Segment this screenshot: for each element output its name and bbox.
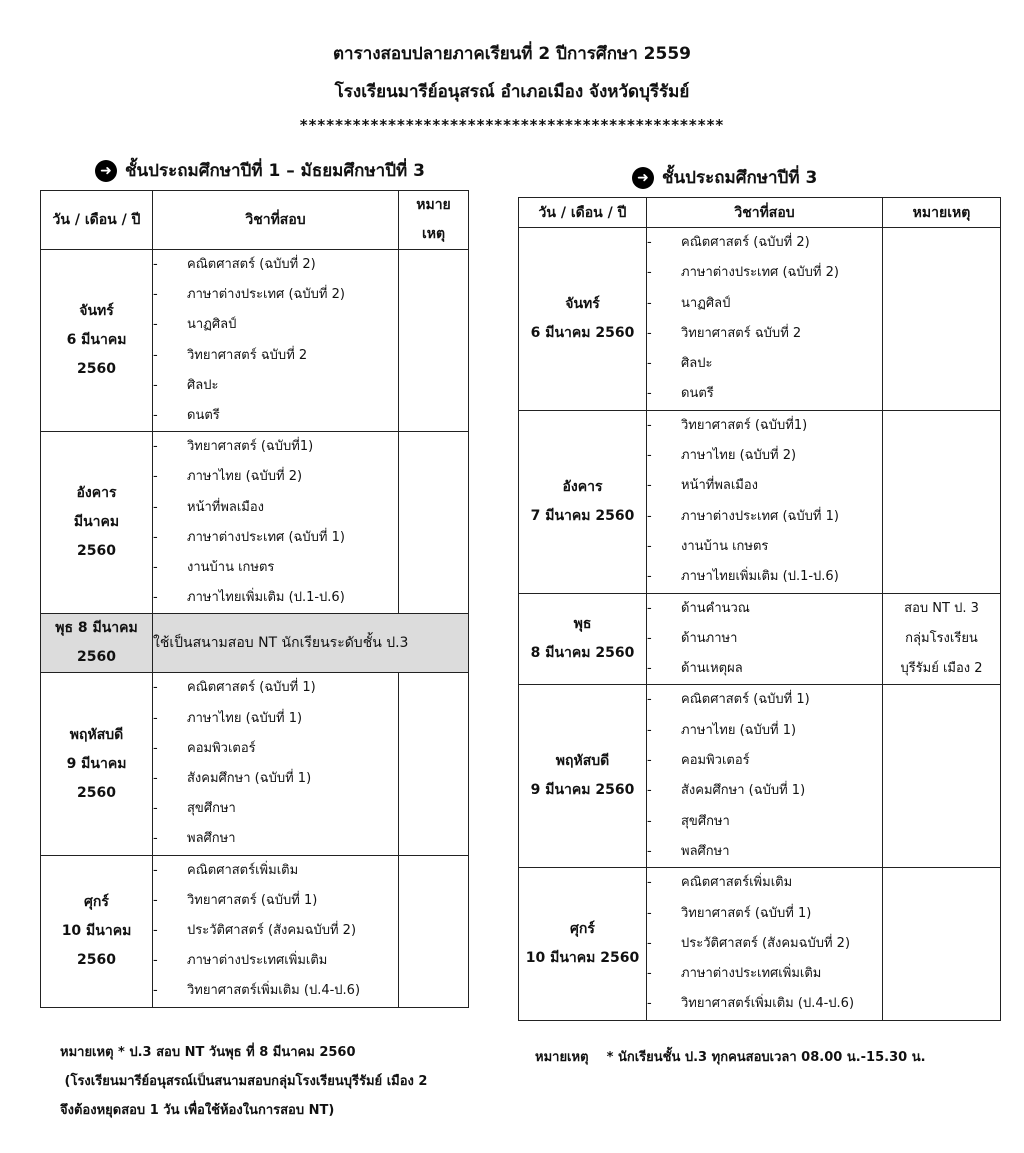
nt-date-cell xyxy=(41,614,153,673)
right-schedule-table xyxy=(518,197,1001,1021)
subject-item: - ด้านเหตุผล xyxy=(647,654,882,684)
day-column-header: วัน / เดือน / ปี xyxy=(41,191,153,250)
subject-list-cell xyxy=(647,593,883,685)
subject-item: - ประวัติศาสตร์ (สังคมฉบับที่ 2) xyxy=(647,929,882,959)
table-row xyxy=(519,685,1001,868)
subject-item: - ภาษาต่างประเทศ (ฉบับที่ 2) xyxy=(153,280,398,310)
exam-date-line: 6 มีนาคม 2560 xyxy=(530,324,635,341)
subject-item: - ภาษาไทย (ฉบับที่ 1) xyxy=(153,704,398,734)
left-schedule-table xyxy=(40,190,469,1008)
note-column-header: หมายเหตุ xyxy=(883,198,1001,228)
exam-date-cell xyxy=(519,228,647,411)
note-cell xyxy=(883,228,1001,411)
table-row xyxy=(519,593,1001,685)
note-line: กลุ่มโรงเรียน xyxy=(905,631,978,646)
subject-item: - วิทยาศาสตร์ (ฉบับที่ 1) xyxy=(153,886,398,916)
left-section-heading xyxy=(95,157,425,184)
exam-date-line: 9 มีนาคม 2560 xyxy=(530,782,635,799)
exam-date-line: อังคาร xyxy=(562,478,603,495)
exam-date-line: ศุกร์ xyxy=(570,920,595,937)
note-cell xyxy=(399,673,469,855)
table-header-row xyxy=(41,191,469,250)
subject-item: - คณิตศาสตร์ (ฉบับที่ 2) xyxy=(153,250,398,280)
note-cell xyxy=(399,250,469,432)
exam-date-cell xyxy=(519,868,647,1020)
school-name: โรงเรียนมารีย์อนุสรณ์ อำเภอเมือง จังหวัดบุรีรัมย์ xyxy=(334,82,690,102)
table-header-row xyxy=(519,198,1001,228)
subject-item: - หน้าที่พลเมือง xyxy=(647,471,882,501)
subject-item: - งานบ้าน เกษตร xyxy=(647,532,882,562)
subject-item: - วิทยาศาสตร์ (ฉบับที่ 1) xyxy=(647,899,882,929)
nt-exam-row xyxy=(41,614,469,673)
asterisk-divider: ************************************************ xyxy=(299,116,725,134)
exam-date-line: มีนาคม xyxy=(73,514,120,531)
subject-item: - คณิตศาสตร์ (ฉบับที่ 1) xyxy=(153,673,398,703)
subject-item: - ศิลปะ xyxy=(153,371,398,401)
subject-item: - วิทยาศาสตร์ (ฉบับที่1) xyxy=(647,411,882,441)
subject-item: - ภาษาต่างประเทศเพิ่มเติม xyxy=(647,959,882,989)
subject-item: - คณิตศาสตร์ (ฉบับที่ 2) xyxy=(647,228,882,258)
subject-item: - ด้านภาษา xyxy=(647,624,882,654)
left-heading-text: ชั้นประถมศึกษาปีที่ 1 – มัธยมศึกษาปีที่ 3 xyxy=(125,161,425,181)
exam-date-line: 9 มีนาคม xyxy=(66,755,127,772)
subject-item: - สุขศึกษา xyxy=(153,794,398,824)
subject-item: - คณิตศาสตร์ (ฉบับที่ 1) xyxy=(647,685,882,715)
table-row xyxy=(41,432,469,614)
subject-item: - ดนตรี xyxy=(153,401,398,431)
table-row xyxy=(519,410,1001,593)
schedule-title: ตารางสอบปลายภาคเรียนที่ 2 ปีการศึกษา 2559 xyxy=(332,44,691,64)
exam-date-line: 2560 xyxy=(77,361,116,378)
subject-item: - ภาษาไทย (ฉบับที่ 1) xyxy=(647,716,882,746)
note-cell xyxy=(883,593,1001,685)
subject-list-cell xyxy=(153,673,399,855)
subject-list-cell xyxy=(647,868,883,1020)
subject-item: - สังคมศึกษา (ฉบับที่ 1) xyxy=(153,764,398,794)
subject-item: - หน้าที่พลเมือง xyxy=(153,493,398,523)
exam-date-cell xyxy=(41,855,153,1007)
subject-column-header: วิชาที่สอบ xyxy=(647,198,883,228)
exam-date-line: พุธ xyxy=(573,616,592,632)
exam-date-line: 10 มีนาคม xyxy=(61,922,132,939)
arrow-right-icon: ➜ xyxy=(95,160,117,182)
footnote-line: จึงต้องหยุดสอบ 1 วัน เพื่อใช้ห้องในการสอบ NT) xyxy=(60,1103,335,1118)
subject-item: - งานบ้าน เกษตร xyxy=(153,553,398,583)
subject-item: - ภาษาต่างประเทศ (ฉบับที่ 1) xyxy=(647,502,882,532)
subject-column-header: วิชาที่สอบ xyxy=(153,191,399,250)
subject-item: - ภาษาไทยเพิ่มเติม (ป.1-ป.6) xyxy=(647,562,882,592)
subject-item: - คณิตศาสตร์เพิ่มเติม xyxy=(647,868,882,898)
right-heading-text: ชั้นประถมศึกษาปีที่ 3 xyxy=(662,168,818,188)
table-row xyxy=(519,868,1001,1020)
subject-list-cell xyxy=(647,228,883,411)
exam-date-line: พฤหัสบดี xyxy=(69,726,124,743)
subject-item: - ศิลปะ xyxy=(647,349,882,379)
nt-notice-cell: ใช้เป็นสนามสอบ NT นักเรียนระดับชั้น ป.3 xyxy=(153,614,469,673)
exam-date-line: พฤหัสบดี xyxy=(555,753,610,770)
right-footnote: หมายเหตุ * นักเรียนชั้น ป.3 ทุกคนสอบเวลา 08.00 น.-15.30 น. xyxy=(535,1050,926,1065)
subject-item: - ดนตรี xyxy=(647,379,882,409)
exam-date-line: 2560 xyxy=(77,951,116,968)
subject-item: - ประวัติศาสตร์ (สังคมฉบับที่ 2) xyxy=(153,916,398,946)
subject-item: - นาฏศิลป์ xyxy=(647,289,882,319)
note-line: บุรีรัมย์ เมือง 2 xyxy=(900,661,983,676)
exam-date-line: พุธ 8 มีนาคม xyxy=(55,620,138,637)
note-column-header: หมาย เหตุ xyxy=(399,191,469,250)
subject-item: - ภาษาต่างประเทศเพิ่มเติม xyxy=(153,946,398,976)
exam-date-line: 10 มีนาคม 2560 xyxy=(525,949,640,966)
subject-item: - วิทยาศาสตร์ ฉบับที่ 2 xyxy=(647,319,882,349)
exam-date-line: 2560 xyxy=(77,649,116,666)
note-cell xyxy=(883,685,1001,868)
subject-item: - ภาษาไทย (ฉบับที่ 2) xyxy=(153,462,398,492)
exam-date-line: 8 มีนาคม 2560 xyxy=(530,645,635,661)
subject-item: - ภาษาไทยเพิ่มเติม (ป.1-ป.6) xyxy=(153,583,398,613)
subject-item: - วิทยาศาสตร์เพิ่มเติม (ป.4-ป.6) xyxy=(647,989,882,1019)
right-section-heading xyxy=(632,164,817,191)
table-row xyxy=(41,250,469,432)
exam-date-cell xyxy=(41,673,153,855)
table-row xyxy=(519,228,1001,411)
exam-date-line: ศุกร์ xyxy=(84,893,109,910)
exam-date-cell xyxy=(519,410,647,593)
exam-date-cell xyxy=(519,685,647,868)
subject-list-cell xyxy=(153,432,399,614)
exam-date-line: 2560 xyxy=(77,784,116,801)
subject-item: - พลศึกษา xyxy=(647,837,882,867)
subject-list-cell xyxy=(647,685,883,868)
exam-date-line: 6 มีนาคม xyxy=(66,332,127,349)
exam-date-line: 2560 xyxy=(77,543,116,560)
subject-item: - ด้านคำนวณ xyxy=(647,594,882,624)
subject-item: - วิทยาศาสตร์ ฉบับที่ 2 xyxy=(153,341,398,371)
subject-item: - คอมพิวเตอร์ xyxy=(647,746,882,776)
footnote-line: หมายเหตุ * ป.3 สอบ NT วันพุธ ที่ 8 มีนาคม 2560 xyxy=(60,1045,356,1060)
subject-item: - สังคมศึกษา (ฉบับที่ 1) xyxy=(647,776,882,806)
exam-date-line: จันทร์ xyxy=(565,295,600,312)
subject-item: - ภาษาต่างประเทศ (ฉบับที่ 2) xyxy=(647,258,882,288)
subject-item: - สุขศึกษา xyxy=(647,807,882,837)
subject-item: - พลศึกษา xyxy=(153,824,398,854)
subject-item: - วิทยาศาสตร์เพิ่มเติม (ป.4-ป.6) xyxy=(153,976,398,1006)
exam-date-line: อังคาร xyxy=(76,485,117,502)
subject-item: - คอมพิวเตอร์ xyxy=(153,734,398,764)
exam-date-line: จันทร์ xyxy=(79,303,114,320)
subject-list-cell xyxy=(153,855,399,1007)
exam-date-cell xyxy=(519,593,647,685)
day-column-header: วัน / เดือน / ปี xyxy=(519,198,647,228)
footnote-line: (โรงเรียนมารีย์อนุสรณ์เป็นสนามสอบกลุ่มโรงเรียนบุรีรัมย์ เมือง 2 xyxy=(60,1074,428,1089)
note-cell xyxy=(399,855,469,1007)
subject-list-cell xyxy=(647,410,883,593)
left-footnote xyxy=(60,1038,427,1125)
subject-list-cell xyxy=(153,250,399,432)
note-cell xyxy=(883,868,1001,1020)
subject-item: - นาฏศิลป์ xyxy=(153,310,398,340)
subject-item: - วิทยาศาสตร์ (ฉบับที่1) xyxy=(153,432,398,462)
exam-date-line: 7 มีนาคม 2560 xyxy=(530,507,635,524)
note-cell xyxy=(883,410,1001,593)
arrow-right-icon: ➜ xyxy=(632,167,654,189)
exam-date-cell xyxy=(41,250,153,432)
subject-item: - ภาษาไทย (ฉบับที่ 2) xyxy=(647,441,882,471)
table-row xyxy=(41,673,469,855)
subject-item: - ภาษาต่างประเทศ (ฉบับที่ 1) xyxy=(153,523,398,553)
subject-item: - คณิตศาสตร์เพิ่มเติม xyxy=(153,856,398,886)
note-cell xyxy=(399,432,469,614)
note-line: สอบ NT ป. 3 xyxy=(904,601,979,616)
exam-date-cell xyxy=(41,432,153,614)
table-row xyxy=(41,855,469,1007)
